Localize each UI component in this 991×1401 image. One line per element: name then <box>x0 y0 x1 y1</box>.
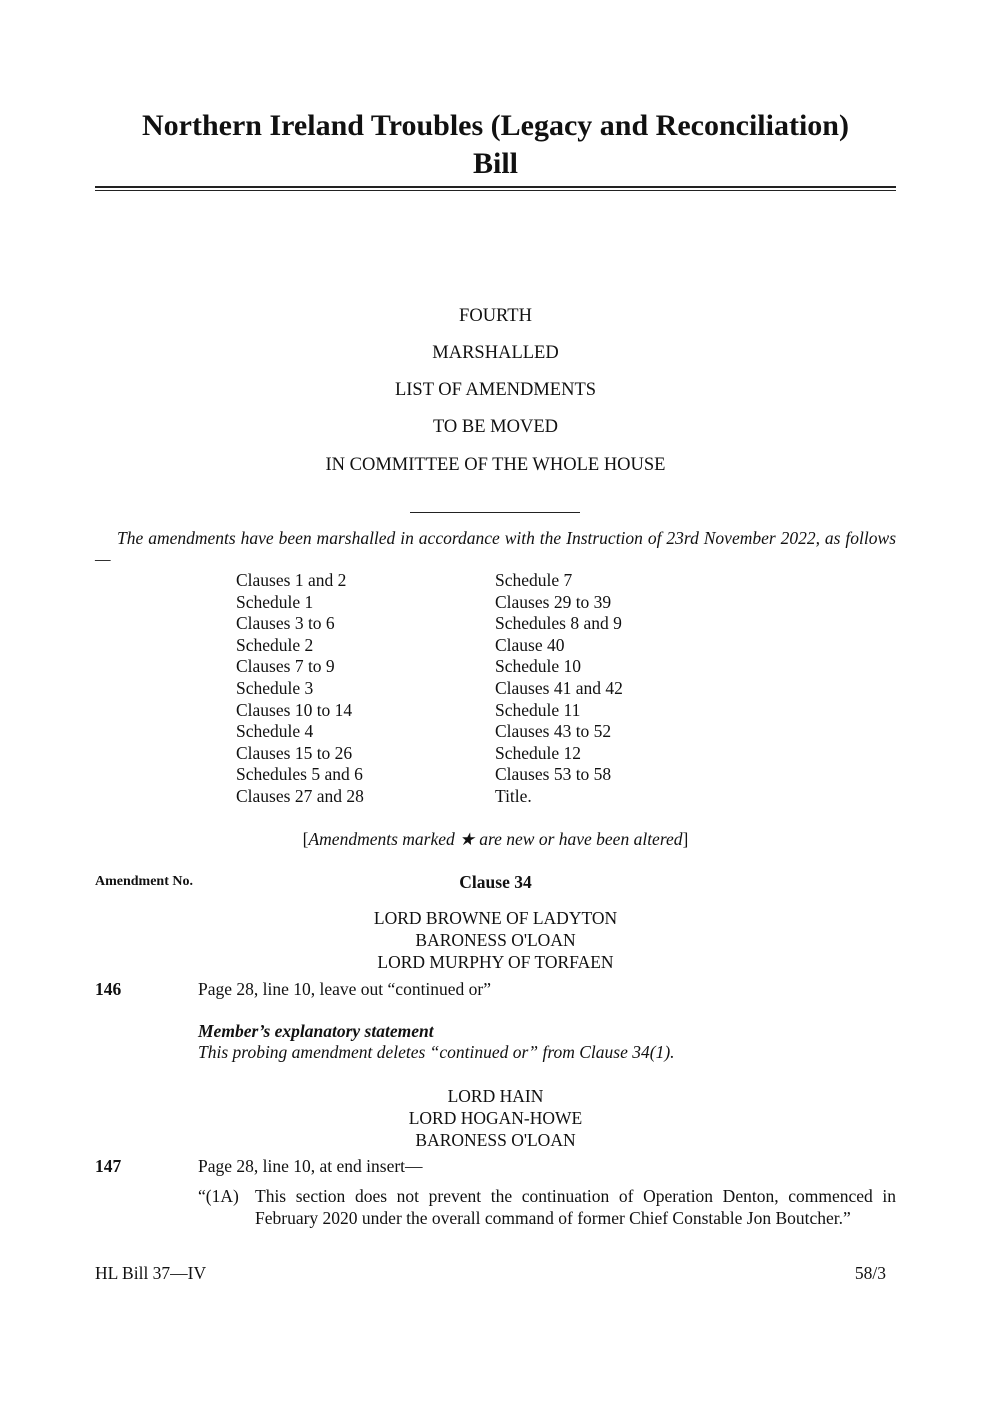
order-item: Clause 40 <box>495 634 565 655</box>
insert-label: “(1A) <box>198 1186 239 1206</box>
statement-text: This probing amendment deletes “continued or” from Clause 34(1). <box>198 1042 675 1062</box>
sponsor: LORD HAIN <box>447 1086 544 1106</box>
divider <box>410 512 580 513</box>
title-rule-thin <box>95 190 896 191</box>
bill-title: Northern Ireland Troubles (Legacy and Reconciliation) Bill <box>142 109 849 180</box>
order-item: Clauses 29 to 39 <box>495 591 612 612</box>
amendment-text: Page 28, line 10, at end insert— <box>198 1156 423 1176</box>
statement-heading: Member’s explanatory statement <box>198 1021 434 1041</box>
heading-line: LIST OF AMENDMENTS <box>394 380 597 400</box>
order-item: Clauses 10 to 14 <box>236 699 353 720</box>
sponsor: LORD HOGAN-HOWE <box>408 1108 583 1128</box>
heading-line: TO BE MOVED <box>432 417 559 437</box>
order-item: Schedule 1 <box>236 591 314 612</box>
amendment-no-label: Amendment No. <box>95 874 193 889</box>
insert-text: This section does not prevent the continuation of Operation Denton, commenced in February 2020 under the overall command of former Chief Constable Jon Boutcher.” <box>255 1186 896 1228</box>
amendment-number: 147 <box>95 1156 122 1176</box>
sponsors <box>0 907 991 973</box>
order-item: Schedules 8 and 9 <box>495 613 622 634</box>
order-item: Schedule 10 <box>495 656 582 677</box>
heading-line: IN COMMITTEE OF THE WHOLE HOUSE <box>325 455 666 475</box>
sponsor: BARONESS O'LOAN <box>415 1130 576 1150</box>
order-item: Schedule 7 <box>495 570 573 590</box>
order-item: Clauses 27 and 28 <box>236 785 364 806</box>
order-item: Schedule 2 <box>236 634 314 655</box>
heading-line: FOURTH <box>459 306 532 326</box>
order-item: Title. <box>495 785 532 806</box>
order-item: Schedule 12 <box>495 742 582 763</box>
order-item: Clauses 3 to 6 <box>236 613 335 634</box>
footer-bill-ref: HL Bill 37—IV <box>95 1263 207 1283</box>
sponsor: BARONESS O'LOAN <box>415 930 576 950</box>
order-item: Clauses 41 and 42 <box>495 677 623 698</box>
order-item: Schedule 11 <box>495 699 581 720</box>
order-item: Clauses 43 to 52 <box>495 721 612 742</box>
heading-line: MARSHALLED <box>432 343 559 363</box>
title-rule <box>95 186 896 188</box>
intro-text: The amendments have been marshalled in accordance with the Instruction of 23rd November 2022, as follows— <box>95 528 896 569</box>
sponsor: LORD BROWNE OF LADYTON <box>373 908 618 928</box>
order-item: Clauses 7 to 9 <box>236 656 335 677</box>
clause-heading: Clause 34 <box>459 872 532 892</box>
order-column-2 <box>495 570 623 808</box>
amendment-number: 146 <box>95 979 122 999</box>
order-item: Schedule 3 <box>236 677 314 698</box>
amendment-text: Page 28, line 10, leave out “continued or” <box>198 979 492 999</box>
order-item: Schedules 5 and 6 <box>236 764 363 785</box>
footer-page-ref: 58/3 <box>854 1263 886 1283</box>
order-item: Clauses 15 to 26 <box>236 742 353 763</box>
order-item: Schedule 4 <box>236 721 314 742</box>
altered-note: [Amendments marked ★ are new or have been altered] <box>302 829 689 849</box>
sponsor: LORD MURPHY OF TORFAEN <box>377 952 614 972</box>
sponsors <box>0 1085 991 1151</box>
order-item: Clauses 53 to 58 <box>495 764 612 785</box>
order-column-1 <box>236 570 364 808</box>
order-item: Clauses 1 and 2 <box>236 570 347 590</box>
